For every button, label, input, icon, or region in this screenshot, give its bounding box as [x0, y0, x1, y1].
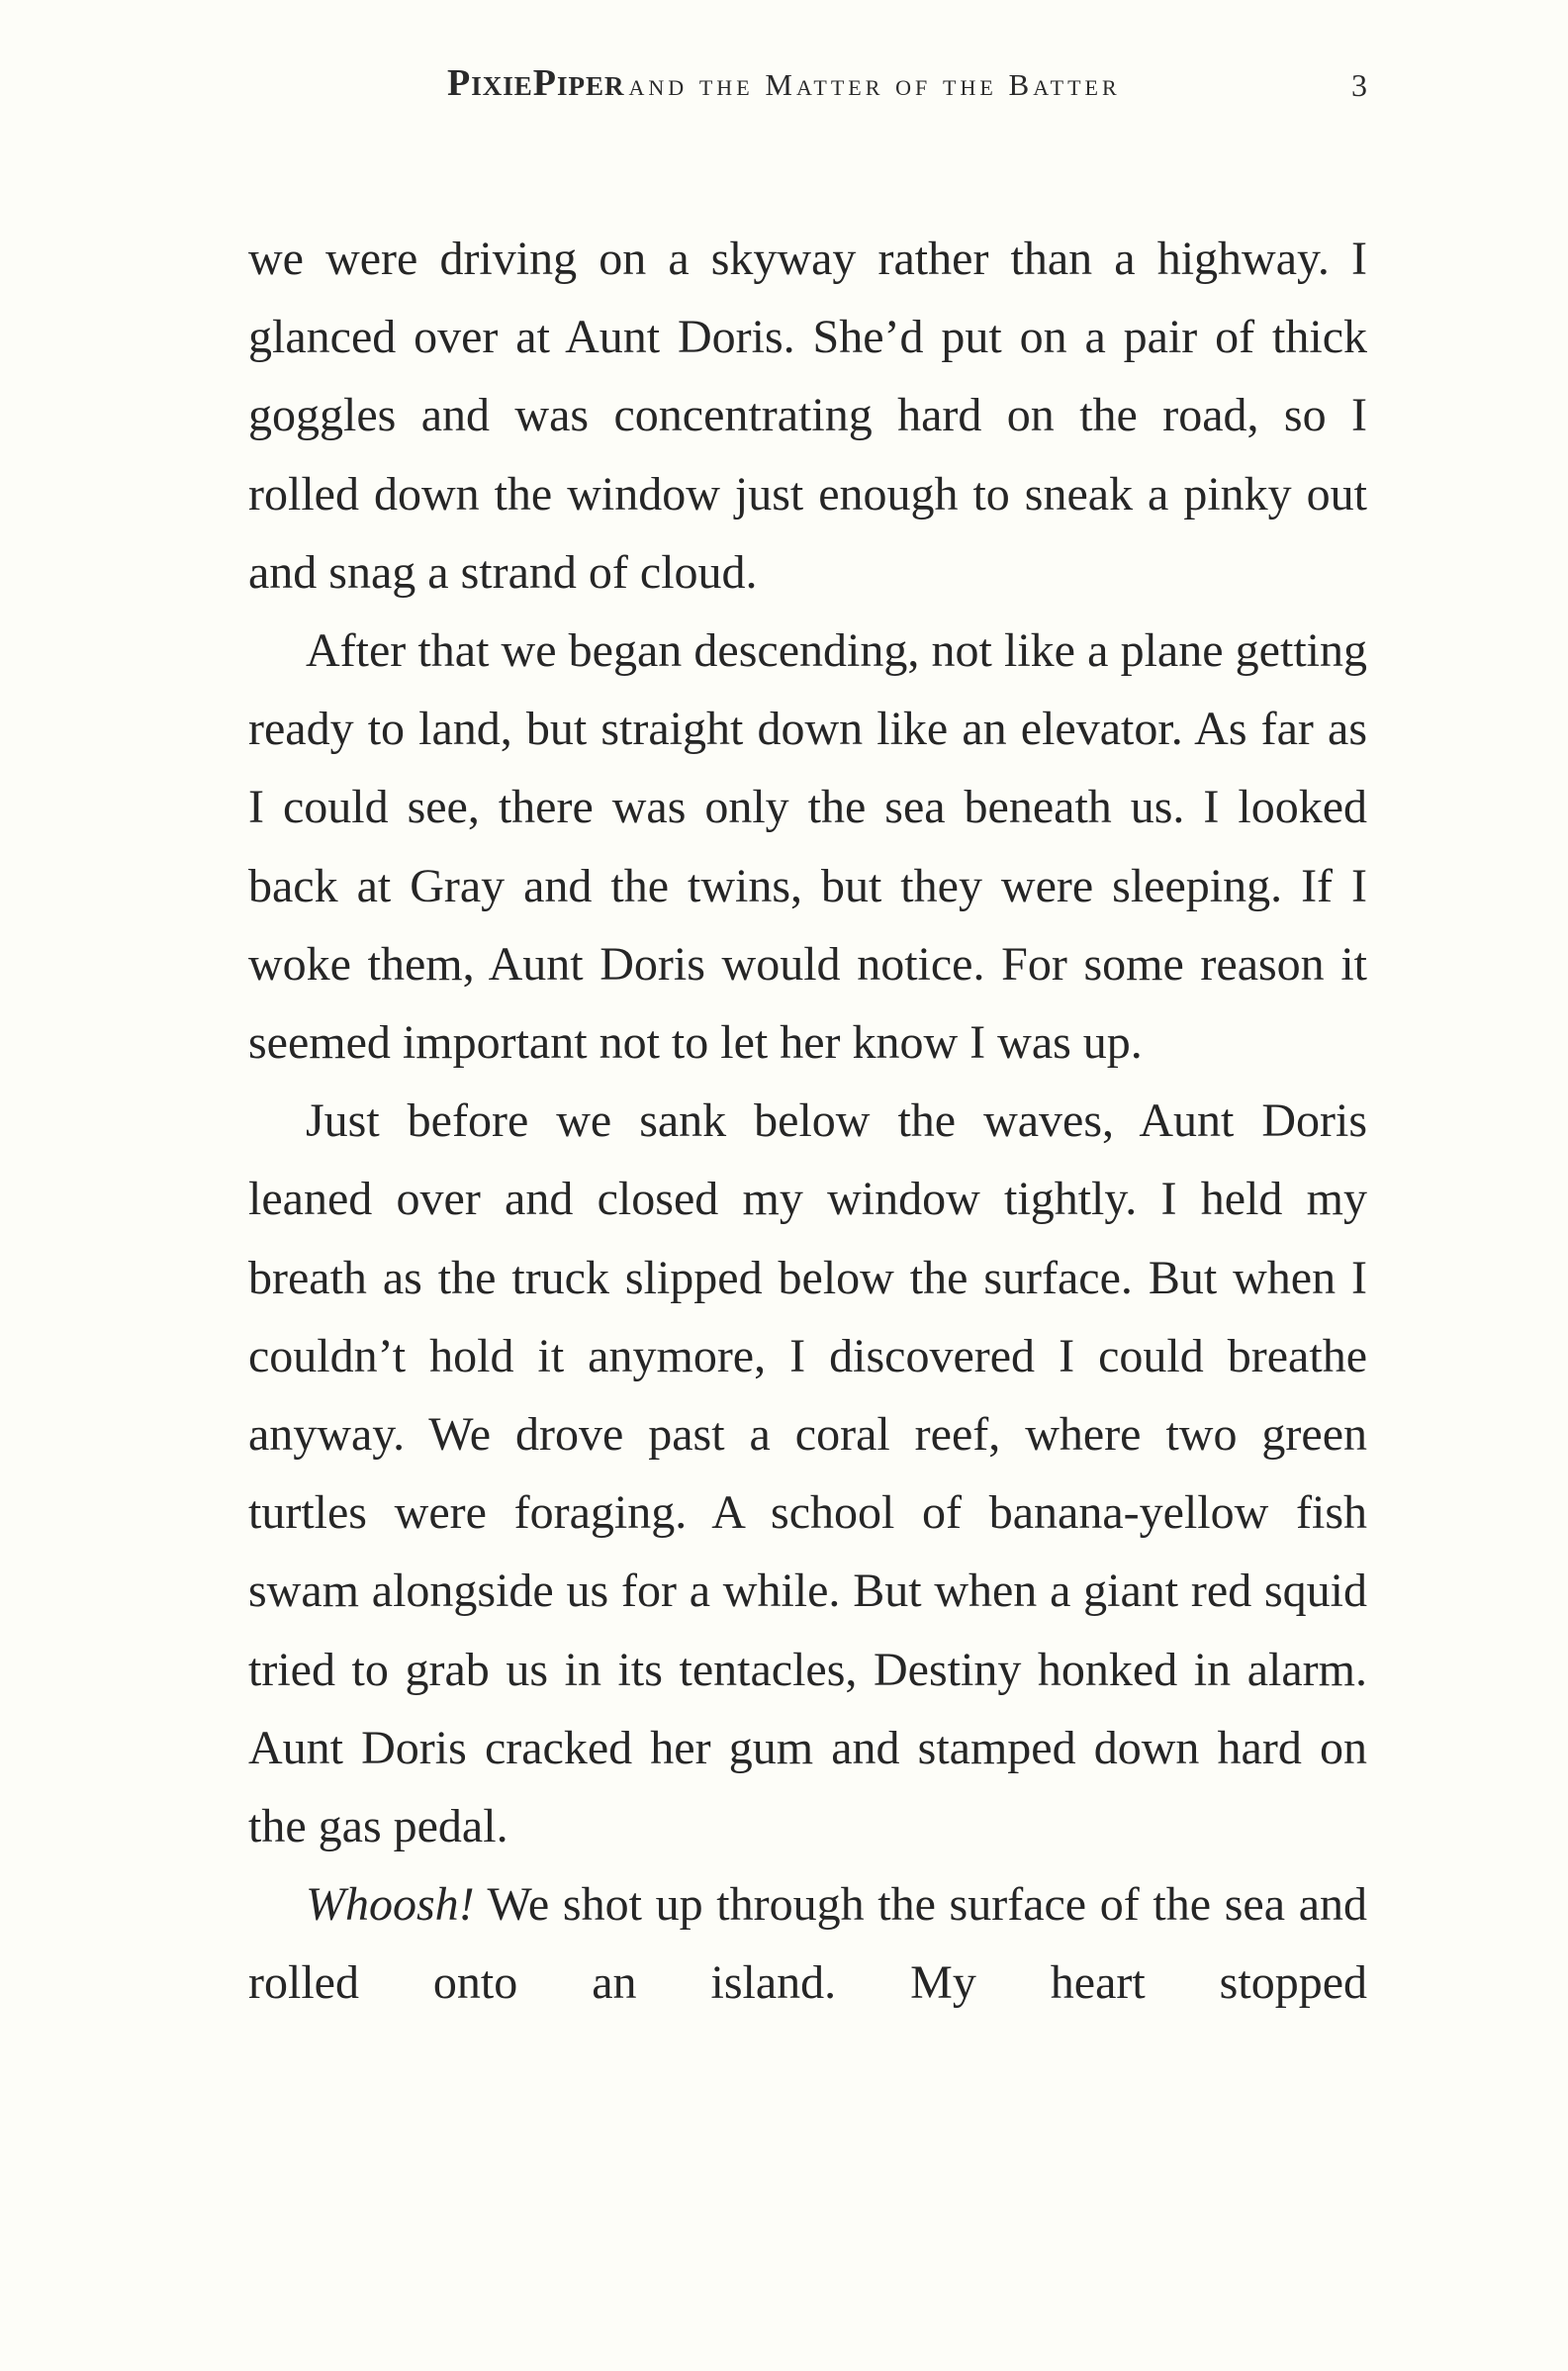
paragraph-whoosh [248, 1865, 1367, 2022]
paragraph-whoosh-text: We shot up through the surface of the sea and rolled onto an island. My heart stopped [248, 1878, 1367, 2010]
body-text [248, 220, 1367, 2023]
running-head [447, 61, 1367, 121]
paragraph-continued: we were driving on a skyway rather than a highway. I glanced over at Aunt Doris. She’d put on a pair of thick goggles and was concentrating hard on the road, so I rolled down the window just enough to sneak a pinky out and snag a strand of cloud. [248, 233, 1367, 599]
paragraph-underwater: Just before we sank below the waves, Aunt Doris leaned over and closed my window tightly. I held my breath as the truck slipped below the surface. But when I couldn’t hold it anymore, I discovered I could breathe anyway. We drove past a coral reef, where two green turtles were foraging. A school of banana-yellow fish swam alongside us for a while. But when a giant red squid tried to grab us in its tentacles, Destiny honked in alarm. Aunt Doris cracked her gum and stamped down hard on the gas pedal. [248, 1094, 1367, 1853]
paragraph-descending: After that we began descending, not like a plane getting ready to land, but straight down like an elevator. As far as I could see, there was only the sea beneath us. I looked back at Gray and the twins, but they were sleeping. If I woke them, Aunt Doris would notice. For some reason it seemed important not to let her know I was up. [248, 624, 1367, 1070]
page-number: 3 [1351, 67, 1367, 103]
series-title: PixiePiper [447, 62, 625, 104]
emphasis-whoosh: Whoosh! [306, 1878, 475, 1932]
book-title: and the Matter of the Batter [628, 67, 1121, 102]
